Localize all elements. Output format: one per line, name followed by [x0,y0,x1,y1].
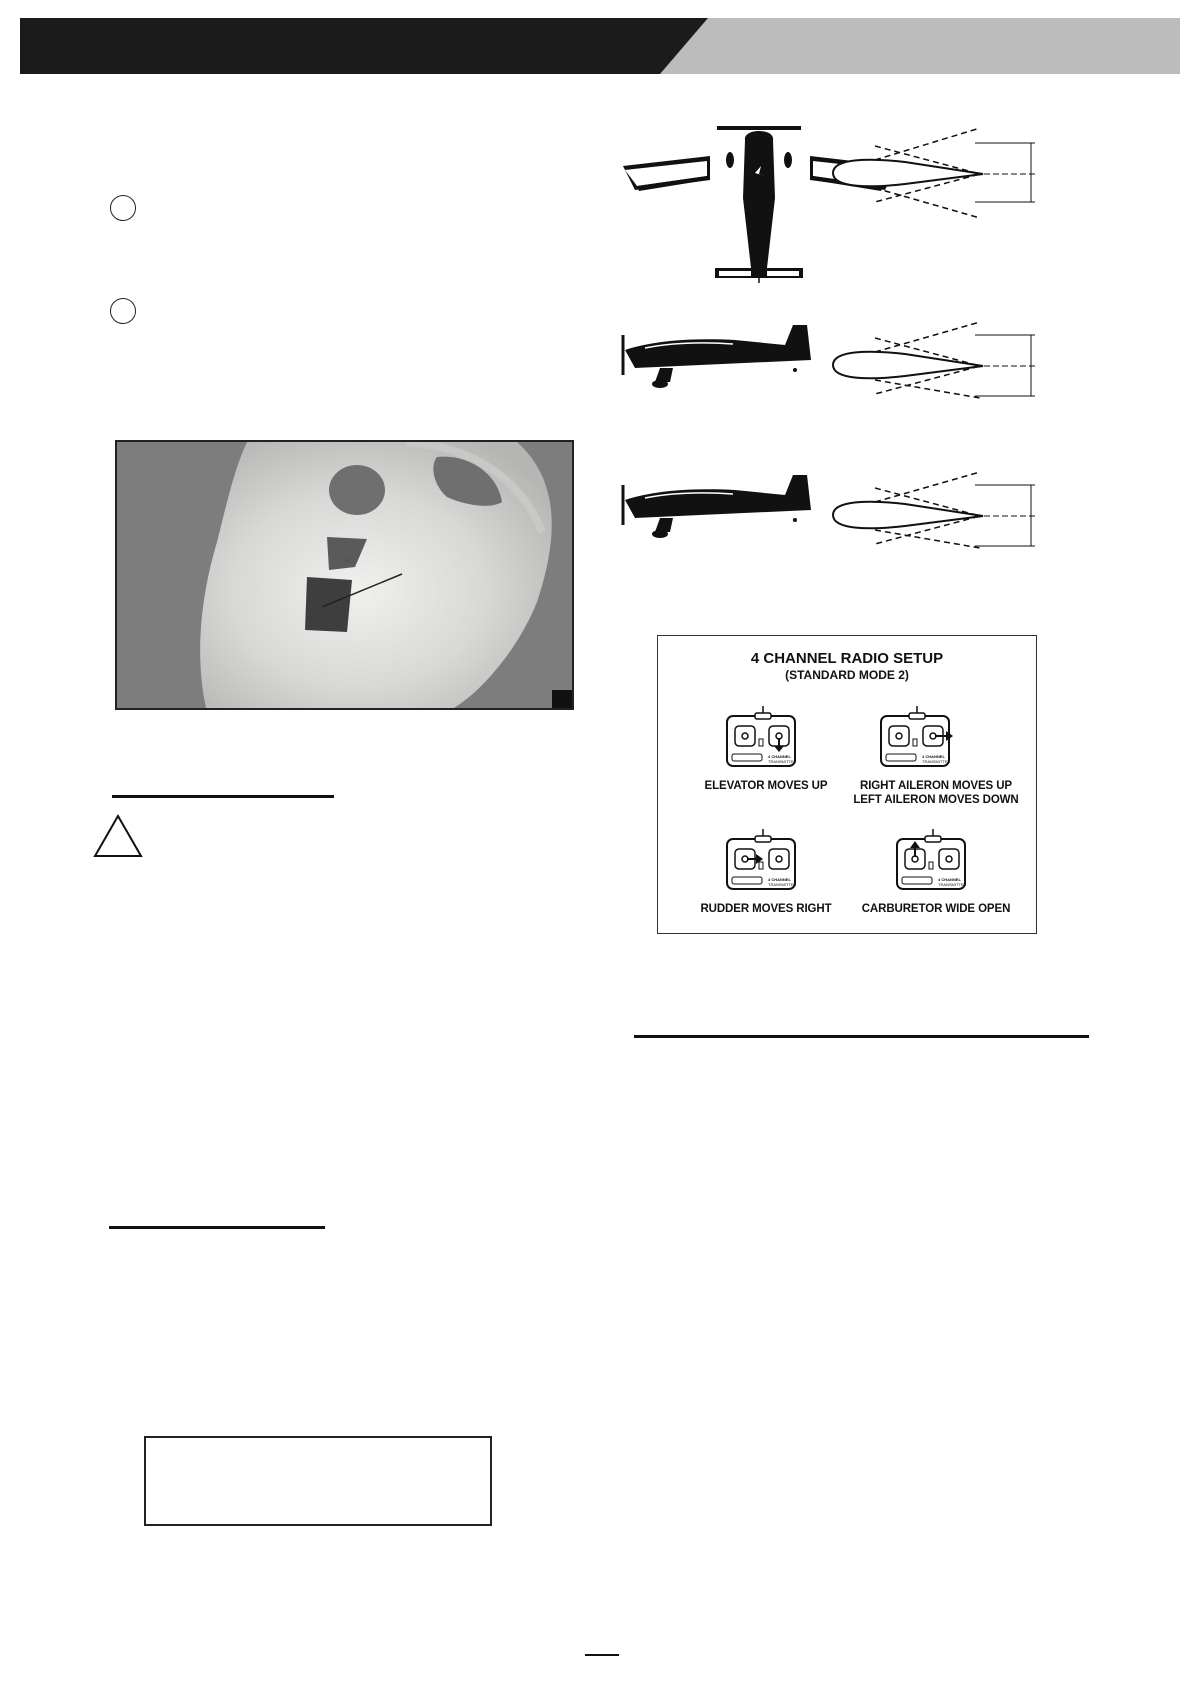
airfoil-deflection-icon [833,472,1035,548]
caption-line: RIGHT AILERON MOVES UP [860,780,1012,792]
radio-setup-title: 4 CHANNEL RADIO SETUP [750,650,944,667]
radio-setup-subtitle: (STANDARD MODE 2) [785,668,909,682]
page-number-underline [585,1654,619,1656]
caption-throttle [846,902,1026,916]
svg-text:4 CHANNEL: 4 CHANNEL [768,754,791,759]
transmitter-rudder-icon [726,829,796,891]
svg-text:4 CHANNEL: 4 CHANNEL [938,877,961,882]
airfoil-deflection-icon [833,322,1035,398]
svg-text:TRANSMITTER: TRANSMITTER [768,759,796,764]
caption-aileron [836,779,1036,807]
svg-text:TRANSMITTER: TRANSMITTER [922,759,951,764]
step-checkbox-1[interactable] [110,195,136,221]
rudder-diagram [615,470,1055,550]
side-view-aircraft-icon [623,325,811,388]
aileron-diagram [615,118,1055,283]
caption-line: RUDDER MOVES RIGHT [700,903,832,915]
top-view-aircraft-icon [623,128,897,283]
section-rule-right [634,1035,1089,1038]
transmitter-aileron-icon [880,706,956,768]
svg-text:4 CHANNEL: 4 CHANNEL [922,754,945,759]
section-rule-1 [112,795,334,798]
caption-elevator [686,779,846,793]
caption-line: ELEVATOR MOVES UP [704,780,828,792]
warning-triangle-icon [93,814,143,858]
caption-rudder [686,902,846,916]
svg-text:TRANSMITTER: TRANSMITTER [768,882,796,887]
section-rule-2 [109,1226,325,1229]
radio-setup-box [657,635,1037,934]
svg-text:TRANSMITTER: TRANSMITTER [938,882,966,887]
transmitter-throttle-icon [896,829,966,891]
fuselage-cowl-photo-icon [117,442,574,710]
cowl-photo [115,440,574,710]
side-view-aircraft-icon [623,475,811,538]
elevator-diagram [615,320,1055,400]
caption-line: LEFT AILERON MOVES DOWN [853,794,1019,806]
section-header-bar [20,18,1180,74]
note-box [144,1436,492,1526]
step-checkbox-2[interactable] [110,298,136,324]
caption-line: CARBURETOR WIDE OPEN [861,903,1011,915]
transmitter-elevator-icon [726,706,796,768]
airfoil-deflection-icon [833,128,1035,218]
svg-text:4 CHANNEL: 4 CHANNEL [768,877,791,882]
